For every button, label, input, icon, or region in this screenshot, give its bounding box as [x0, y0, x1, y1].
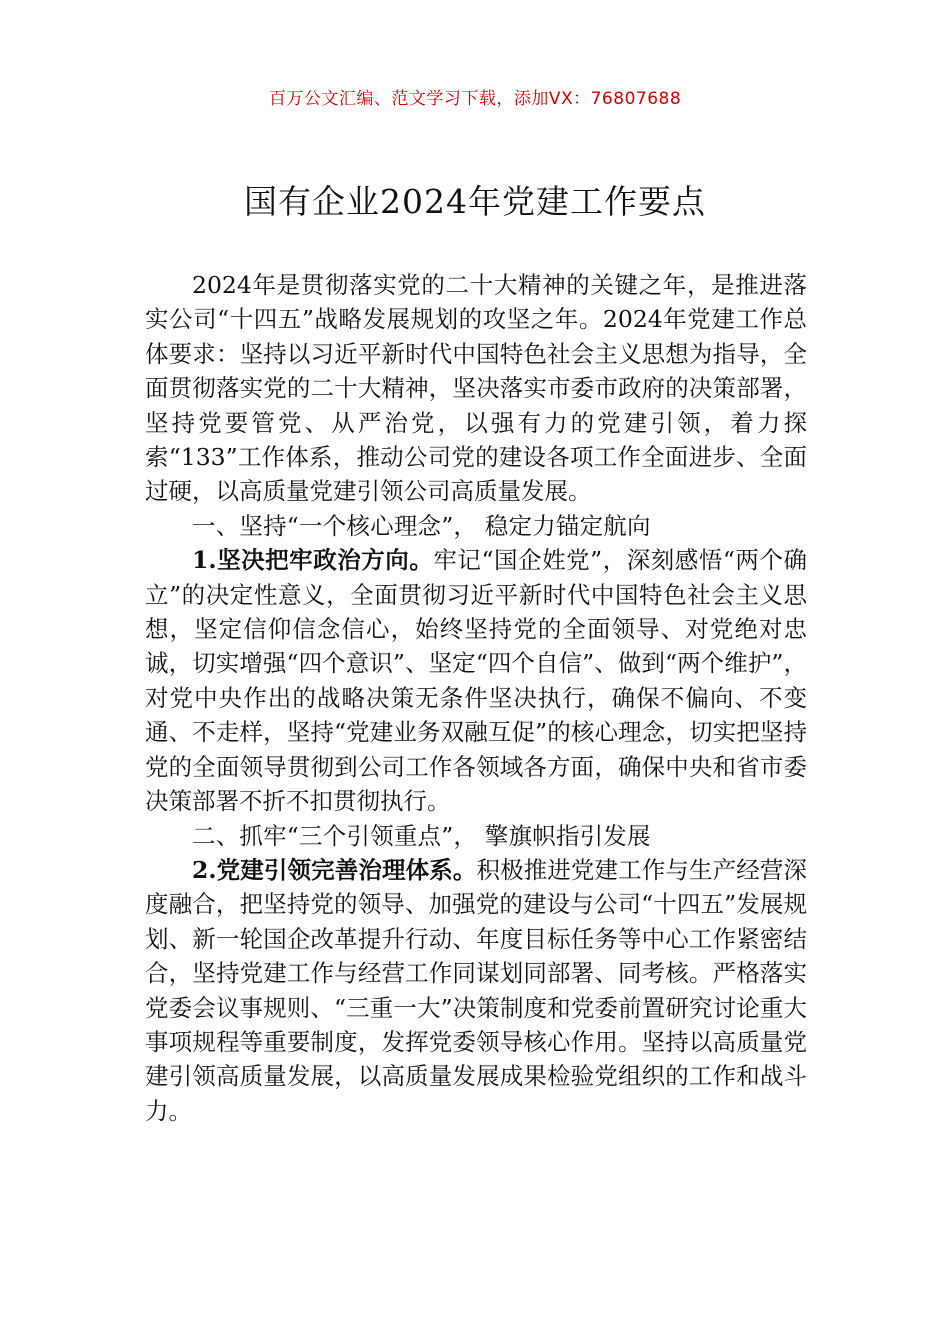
item-paragraph-2	[145, 853, 807, 1128]
item-lead-2: 2.党建引领完善治理体系。	[192, 855, 477, 884]
item-body-1: 牢记“国企姓党”，深刻感悟“两个确立”的决定性意义，全面贯彻习近平新时代中国特色社会主义思想，坚定信仰信念信心，始终坚持党的全面领导、对党绝对忠诚，切实增强“四个意识”、坚定“四个自信”、做到“两个维护”，对党中央作出的战略决策无条件坚决执行，确保不偏向、不变通、不走样，坚持“党建业务双融互促”的核心理念，切实把坚持党的全面领导贯彻到公司工作各领域各方面，确保中央和省市委决策部署不折不扣贯彻执行。	[145, 546, 807, 816]
item-body-2: 积极推进党建工作与生产经营深度融合，把坚持党的领导、加强党的建设与公司“十四五”发展规划、新一轮国企改革提升行动、年度目标任务等中心工作紧密结合，坚持党建工作与经营工作同谋划同部署、同考核。严格落实党委会议事规则、“三重一大”决策制度和党委前置研究讨论重大事项规程等重要制度，发挥党委领导核心作用。坚持以高质量党建引领高质量发展，以高质量发展成果检验党组织的工作和战斗力。	[145, 855, 807, 1125]
intro-paragraph: 2024年是贯彻落实党的二十大精神的关键之年，是推进落实公司“十四五”战略发展规划的攻坚之年。2024年党建工作总体要求：坚持以习近平新时代中国特色社会主义思想为指导，全面贯彻落实党的二十大精神，坚决落实市委市政府的决策部署，坚持党要管党、从严治党，以强有力的党建引领，着力探索“133”工作体系，推动公司党的建设各项工作全面进步、全面过硬，以高质量党建引领公司高质量发展。	[145, 271, 807, 506]
item-lead-1: 1.坚决把牢政治方向。	[192, 546, 434, 575]
section-heading-1: 一、坚持“一个核心理念”， 稳定力锚定航向	[192, 511, 651, 540]
document-body	[145, 268, 807, 1128]
section-heading-2: 二、抓牢“三个引领重点”， 擎旗帜指引发展	[192, 821, 651, 850]
document-title: 国有企业2024年党建工作要点	[244, 182, 706, 221]
header-note: 百万公文汇编、范文学习下载，添加VX：76807688	[268, 89, 682, 109]
item-paragraph-1	[145, 543, 807, 818]
